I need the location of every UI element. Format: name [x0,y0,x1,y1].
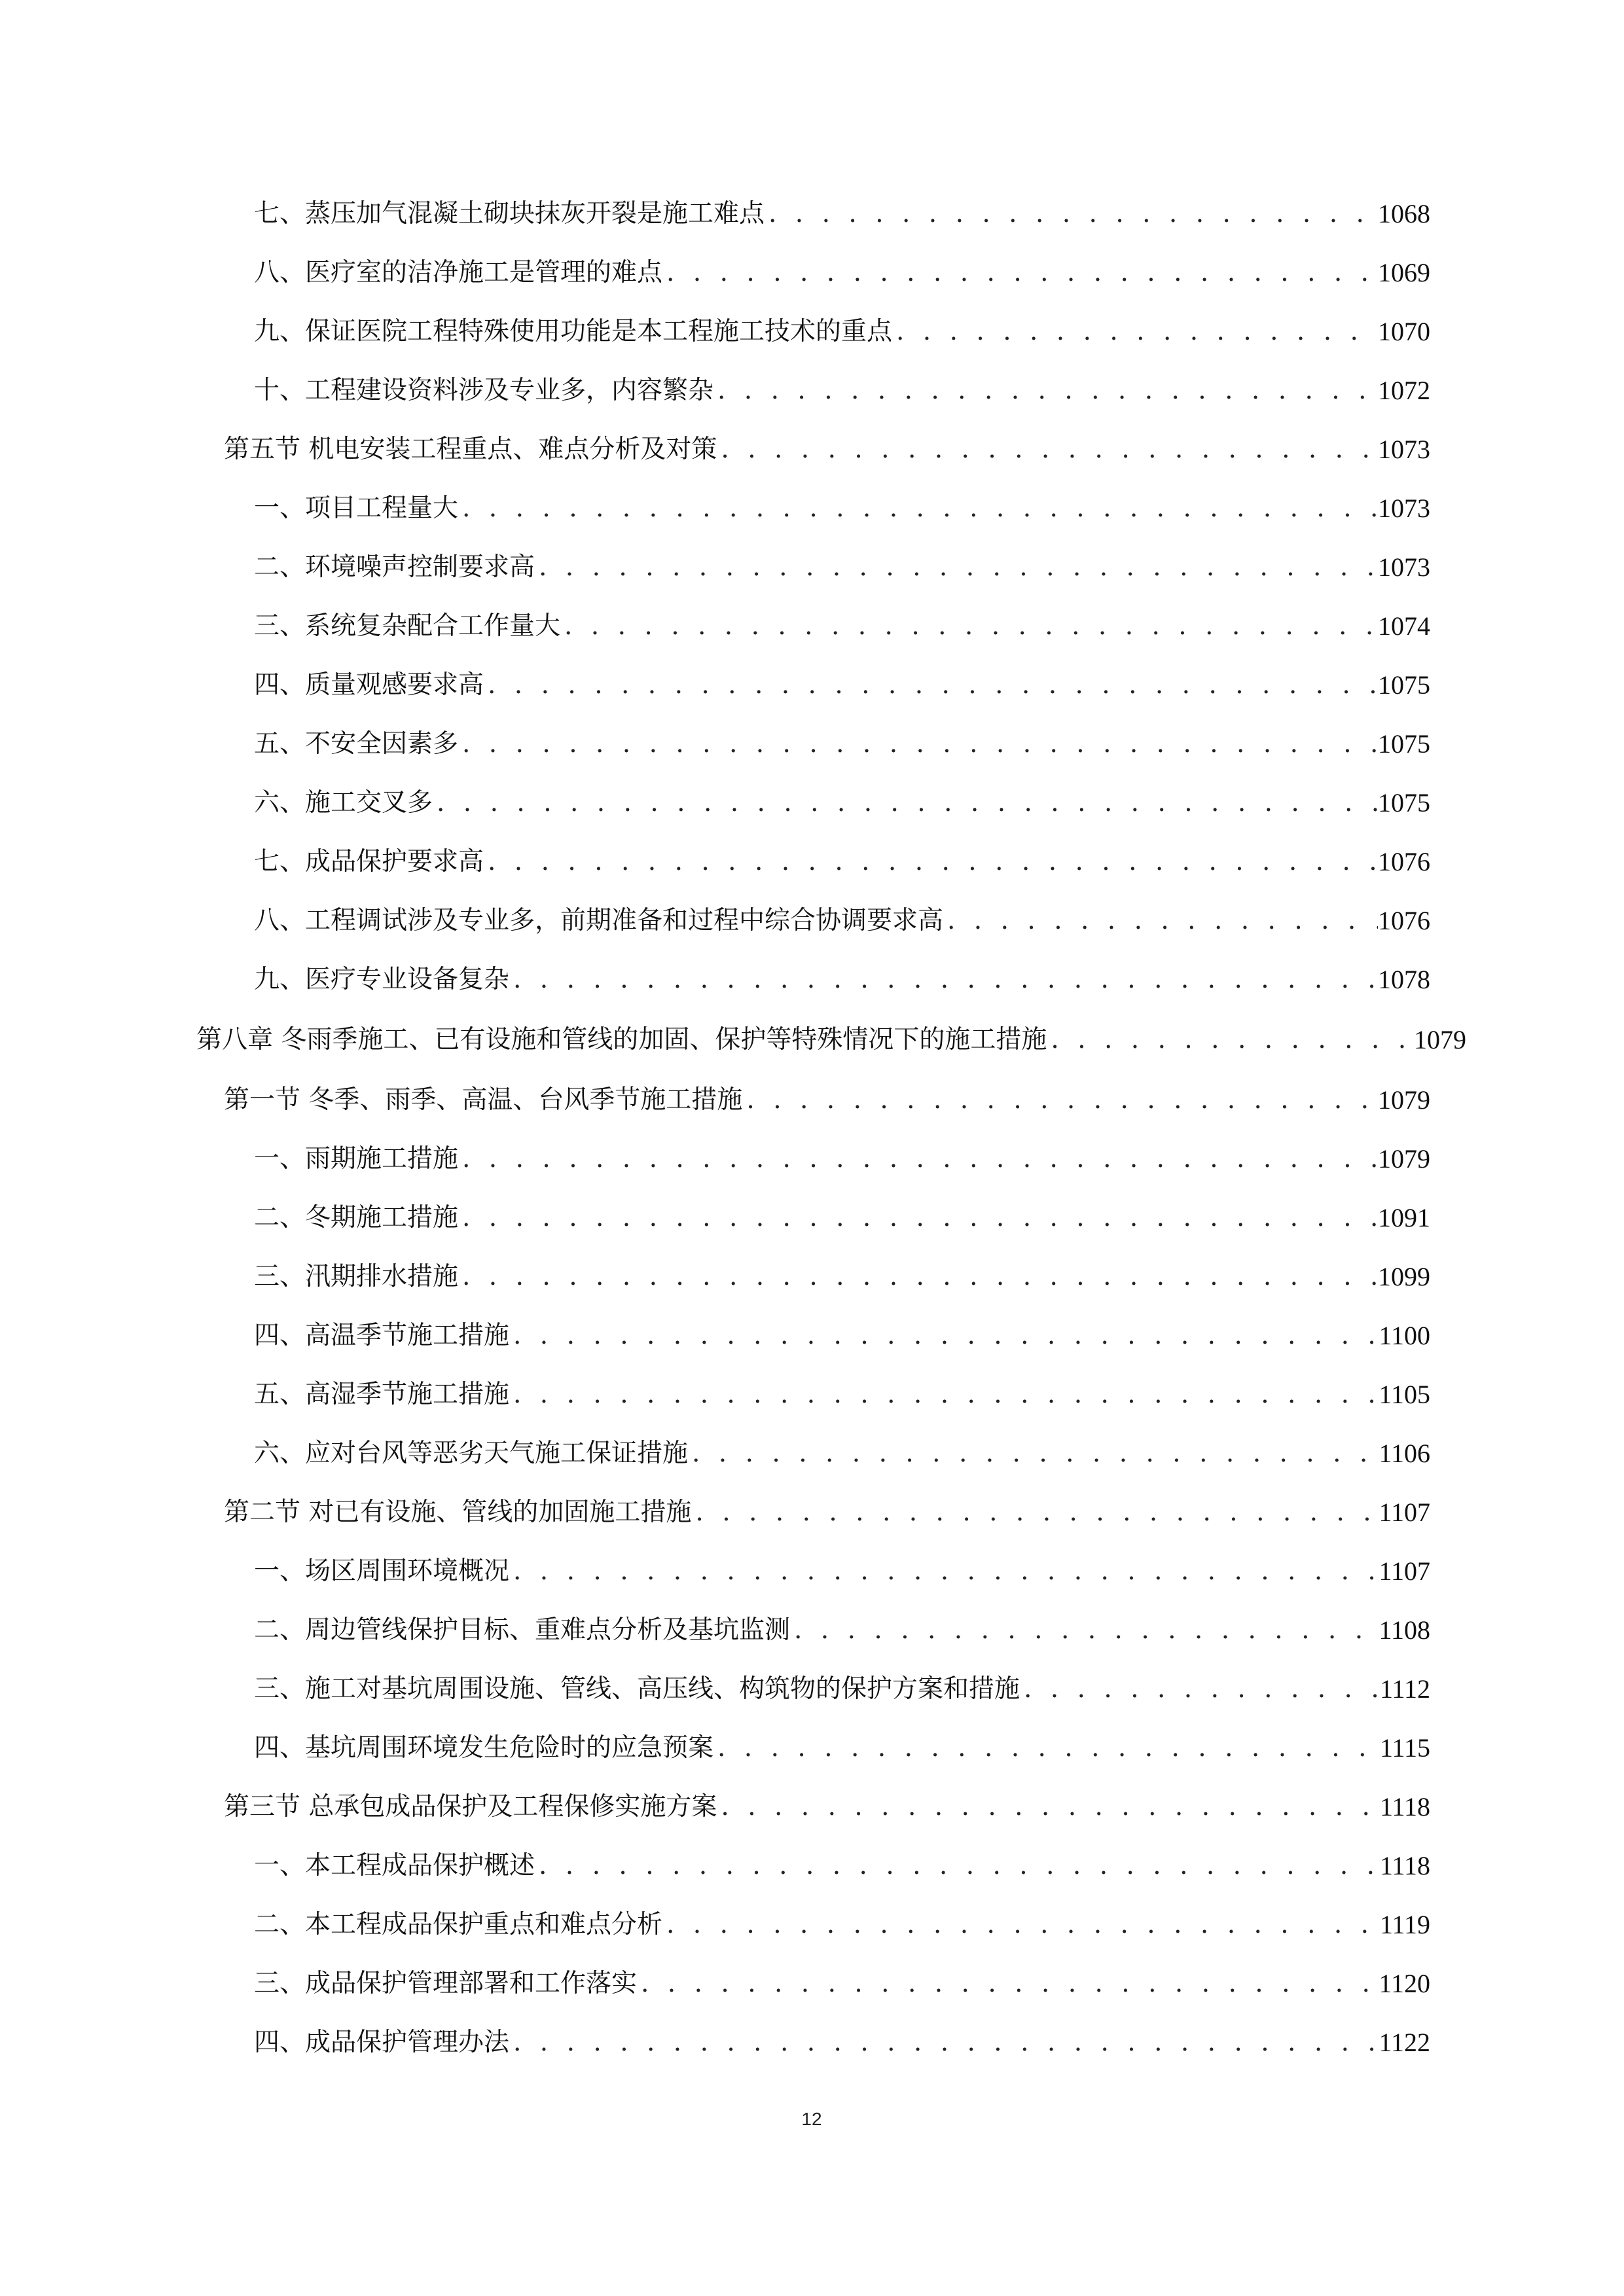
toc-entry-page-number: 1100 [1379,1321,1430,1350]
toc-entry[interactable] [254,721,1430,767]
toc-entry-title: 一、场区周围环境概况 [254,1556,510,1586]
toc-entry-title: 七、成品保护要求高 [254,847,484,876]
toc-entry[interactable] [254,1372,1430,1418]
toc-entry-title: 第五节 机电安装工程重点、难点分析及对策 [224,435,717,464]
toc-entry-title: 第三节 总承包成品保护及工程保修实施方案 [224,1792,717,1821]
toc-entry-title: 四、基坑周围环境发生危险时的应急预案 [254,1733,714,1763]
toc-entry-page-number: 1091 [1378,1203,1430,1232]
toc-leader-dots [943,898,1378,944]
toc-entry[interactable] [254,603,1430,649]
toc-entry-title: 五、不安全因素多 [254,729,459,759]
toc-entry[interactable] [254,1902,1430,1948]
toc-entry-title: 一、本工程成品保护概述 [254,1851,535,1880]
toc-entry-title: 二、周边管线保护目标、重难点分析及基坑监测 [254,1615,791,1645]
toc-entry-page-number: 1107 [1379,1556,1430,1586]
toc-entry-page-number: 1108 [1379,1615,1430,1645]
toc-entry-page-number: 1075 [1378,670,1430,700]
toc-entry[interactable] [254,1725,1430,1771]
toc-entry-title: 二、冬期施工措施 [254,1203,459,1232]
toc-entry-title: 三、系统复杂配合工作量大 [254,611,561,641]
toc-leader-dots [662,250,1378,296]
toc-entry[interactable] [254,839,1430,885]
toc-leader-dots [688,1431,1379,1477]
toc-entry-title: 七、蒸压加气混凝土砌块抹灰开裂是施工难点 [254,199,765,228]
toc-entry-title: 四、高温季节施工措施 [254,1321,510,1350]
toc-leader-dots [509,1549,1379,1594]
toc-entry[interactable] [254,1607,1430,1653]
toc-leader-dots [717,1784,1380,1830]
toc-entry[interactable] [254,957,1430,1003]
toc-leader-dots [535,1843,1380,1889]
toc-entry-title: 十、工程建设资料涉及专业多，内容繁杂 [254,376,714,405]
toc-entry[interactable] [254,250,1430,296]
toc-entry-page-number: 1070 [1378,317,1430,346]
toc-entry-page-number: 1076 [1378,847,1430,876]
toc-entry[interactable] [254,2020,1430,2066]
toc-entry-page-number: 1075 [1378,729,1430,759]
toc-entry-title: 第一节 冬季、雨季、高温、台风季节施工措施 [224,1085,743,1115]
toc-entry-page-number: 1106 [1379,1439,1430,1468]
toc-entry-page-number: 1079 [1378,1144,1430,1174]
toc-entry[interactable] [254,545,1430,590]
toc-leader-dots [713,368,1378,414]
toc-entry-page-number: 1099 [1378,1262,1430,1291]
toc-entry[interactable] [254,1195,1430,1241]
toc-entry-title: 第八章 冬雨季施工、已有设施和管线的加固、保护等特殊情况下的施工措施 [196,1025,1047,1054]
toc-entry[interactable] [254,1549,1430,1594]
toc-entry-page-number: 1119 [1379,1910,1430,1939]
toc-leader-dots [458,1254,1378,1300]
toc-entry[interactable] [254,1254,1430,1300]
toc-entry-title: 六、施工交叉多 [254,788,433,817]
toc-leader-dots [458,486,1378,531]
toc-entry-title: 六、应对台风等恶劣天气施工保证措施 [254,1439,689,1468]
toc-entry[interactable] [254,1431,1430,1477]
toc-leader-dots [509,1313,1379,1359]
toc-entry-title: 三、成品保护管理部署和工作落实 [254,1969,638,1998]
toc-entry-title: 八、工程调试涉及专业多，前期准备和过程中综合协调要求高 [254,906,944,935]
toc-entry-page-number: 1075 [1378,788,1430,817]
toc-leader-dots [484,662,1378,708]
toc-leader-dots [458,721,1378,767]
toc-entry[interactable] [254,898,1430,944]
toc-entry-title: 九、保证医院工程特殊使用功能是本工程施工技术的重点 [254,317,893,346]
toc-entry[interactable] [254,662,1430,708]
toc-entry[interactable] [224,1784,1430,1830]
toc-leader-dots [560,603,1378,649]
toc-entry-title: 五、高湿季节施工措施 [254,1380,510,1409]
toc-leader-dots [892,309,1378,355]
toc-entry-title: 第二节 对已有设施、管线的加固施工措施 [224,1498,692,1527]
toc-leader-dots [765,191,1378,237]
toc-leader-dots [790,1607,1379,1653]
toc-leader-dots [509,957,1378,1003]
toc-leader-dots [535,545,1378,590]
toc-entry-page-number: 1078 [1378,965,1430,994]
toc-leader-dots [509,2020,1379,2066]
toc-entry-page-number: 1072 [1378,376,1430,405]
toc-entry-title: 三、汛期排水措施 [254,1262,459,1291]
toc-leader-dots [662,1902,1380,1948]
toc-leader-dots [458,1195,1378,1241]
toc-entry[interactable] [254,1843,1430,1889]
toc-entry[interactable] [254,368,1430,414]
toc-entry[interactable] [224,1077,1430,1123]
toc-entry[interactable] [224,427,1430,473]
toc-leader-dots [433,780,1378,826]
toc-entry-page-number: 1115 [1379,1733,1430,1763]
toc-entry-page-number: 1074 [1378,611,1430,641]
page-number: 12 [801,2109,822,2129]
toc-entry[interactable] [254,191,1430,237]
toc-entry[interactable] [254,309,1430,355]
toc-entry[interactable] [196,1017,1466,1063]
toc-entry[interactable] [254,1666,1430,1712]
toc-entry-title: 三、施工对基坑周围设施、管线、高压线、构筑物的保护方案和措施 [254,1674,1020,1704]
toc-leader-dots [691,1490,1379,1535]
toc-leader-dots [717,427,1378,473]
toc-leader-dots [742,1077,1378,1123]
toc-entry-page-number: 1076 [1378,906,1430,935]
toc-entry-page-number: 1107 [1379,1498,1430,1527]
toc-entry[interactable] [254,780,1430,826]
toc-leader-dots [484,839,1378,885]
toc-entry-page-number: 1120 [1379,1969,1430,1998]
toc-entry-page-number: 1122 [1379,2028,1430,2057]
toc-entry-title: 八、医疗室的洁净施工是管理的难点 [254,258,663,287]
toc-entry-title: 九、医疗专业设备复杂 [254,965,510,994]
toc-leader-dots [509,1372,1379,1418]
toc-leader-dots [458,1136,1378,1182]
toc-entry-page-number: 1118 [1379,1851,1430,1880]
toc-entry-page-number: 1069 [1378,258,1430,287]
toc-entry[interactable] [254,486,1430,531]
toc-entry[interactable] [254,1136,1430,1182]
toc-entry-page-number: 1079 [1414,1025,1466,1054]
toc-entry-page-number: 1073 [1378,552,1430,582]
toc-entry-title: 四、成品保护管理办法 [254,2028,510,2057]
toc-entry-page-number: 1112 [1379,1674,1430,1704]
toc-entry-title: 二、环境噪声控制要求高 [254,552,535,582]
toc-entry-title: 一、项目工程量大 [254,493,459,523]
toc-entry[interactable] [254,1313,1430,1359]
toc-entry-page-number: 1073 [1378,435,1430,464]
toc-leader-dots [1047,1017,1414,1063]
toc-entry-page-number: 1073 [1378,493,1430,523]
toc-entry-page-number: 1105 [1379,1380,1430,1409]
toc-entry-title: 一、雨期施工措施 [254,1144,459,1174]
toc-entry-page-number: 1079 [1378,1085,1430,1115]
toc-entry-page-number: 1118 [1379,1792,1430,1821]
toc-entry-title: 四、质量观感要求高 [254,670,484,700]
toc-entry-title: 二、本工程成品保护重点和难点分析 [254,1910,663,1939]
toc-leader-dots [713,1725,1380,1771]
toc-entry[interactable] [254,1961,1430,2007]
toc-entry-page-number: 1068 [1378,199,1430,228]
toc-leader-dots [1020,1666,1380,1712]
toc-entry[interactable] [224,1490,1430,1535]
toc-leader-dots [637,1961,1379,2007]
